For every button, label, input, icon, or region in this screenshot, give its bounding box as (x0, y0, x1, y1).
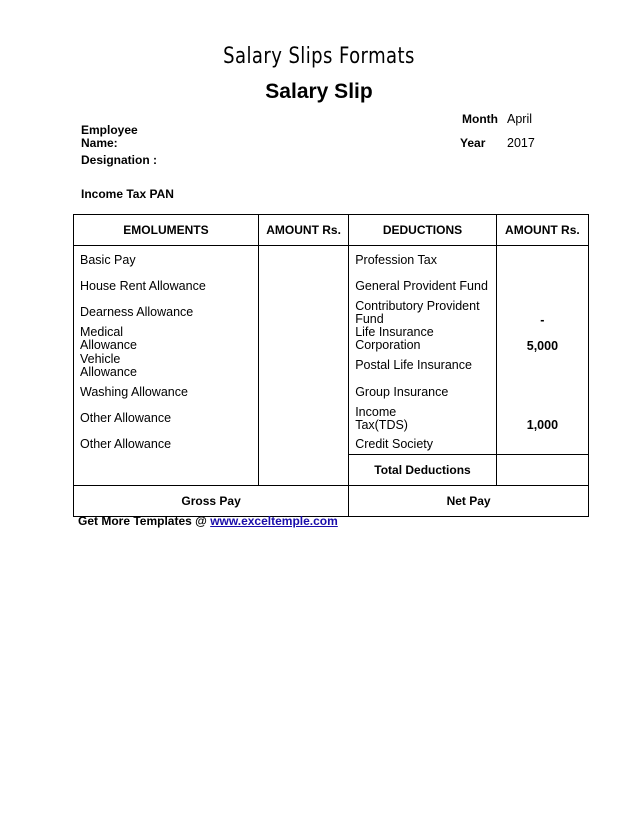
income-tax-pan-label: Income Tax PAN (81, 187, 174, 201)
month-value: April (507, 112, 533, 126)
total-deductions-amount (496, 455, 588, 486)
deduction-item: Group Insurance (355, 385, 449, 399)
table-body-row (74, 246, 589, 455)
employee-label-line1: Employee (81, 123, 138, 137)
month-label: Month (462, 112, 498, 126)
deduction-amount: 1,000 (526, 418, 559, 432)
salary-slip-title: Salary Slip (265, 80, 373, 103)
deductions-cell (349, 246, 497, 455)
deduction-item: Credit Society (355, 437, 433, 451)
emolument-item: Dearness Allowance (80, 305, 194, 319)
emolument-item: Vehicle Allowance (80, 352, 137, 379)
deductions-amount-cell (496, 246, 588, 455)
deduction-amount: - (540, 313, 545, 327)
footer-prefix: Get More Templates @ (78, 514, 211, 528)
deduction-item: General Provident Fund (355, 279, 488, 293)
footer-note (78, 514, 338, 528)
deduction-item: Profession Tax (355, 253, 437, 267)
employee-name-label (81, 124, 138, 150)
deduction-amount: 5,000 (526, 339, 559, 353)
header-amount-emoluments: AMOUNT Rs. (258, 215, 348, 246)
header-emoluments: EMOLUMENTS (74, 215, 259, 246)
emolument-item: House Rent Allowance (80, 279, 206, 293)
emoluments-amount-cell (258, 246, 348, 486)
salary-table (73, 214, 589, 517)
table-header-row (74, 215, 589, 246)
page-title: Salary Slips Formats (223, 44, 415, 69)
emolument-item: Basic Pay (80, 253, 136, 267)
pay-summary-row (74, 486, 589, 517)
gross-pay-label: Gross Pay (74, 486, 349, 517)
exceltemple-link[interactable]: www.exceltemple.com (210, 514, 338, 528)
emoluments-cell (74, 246, 259, 486)
emolument-item: Medical Allowance (80, 325, 137, 352)
total-deductions-label: Total Deductions (349, 455, 497, 486)
emolument-item: Other Allowance (80, 411, 172, 425)
emolument-item: Washing Allowance (80, 385, 188, 399)
year-label: Year (460, 136, 486, 150)
designation-label: Designation : (81, 153, 158, 167)
deduction-item: Income Tax(TDS) (355, 405, 408, 432)
header-amount-deductions: AMOUNT Rs. (496, 215, 588, 246)
deduction-item: Postal Life Insurance (355, 358, 472, 372)
deduction-item: Contributory Provident Fund (355, 299, 480, 326)
deduction-item: Life Insurance Corporation (355, 325, 434, 352)
employee-label-line2: Name: (81, 136, 118, 150)
net-pay-label: Net Pay (349, 486, 589, 517)
year-value: 2017 (507, 136, 535, 150)
emolument-item: Other Allowance (80, 437, 172, 451)
header-deductions: DEDUCTIONS (349, 215, 497, 246)
